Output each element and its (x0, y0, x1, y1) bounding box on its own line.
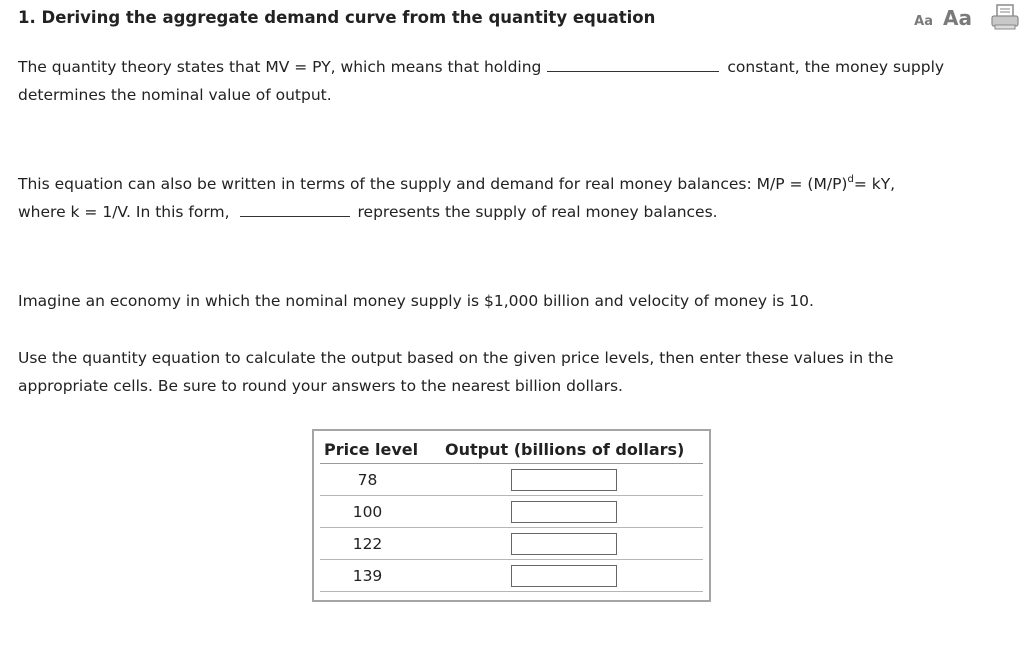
price-level-cell: 100 (320, 496, 425, 528)
price-level-cell: 78 (320, 464, 425, 496)
print-icon[interactable] (990, 4, 1020, 30)
blank-real-money-supply[interactable] (240, 198, 350, 217)
paragraph2-line1: This equation can also be written in terms of the supply and demand for real money balances: M/P = (M/P) (18, 175, 848, 193)
blank-held-constant[interactable] (547, 53, 719, 72)
header-price-level: Price level (320, 437, 425, 464)
paragraph2-line2-after: represents the supply of real money balances. (357, 203, 718, 221)
superscript-d: d (847, 174, 854, 185)
paragraph2-line2-before: where k = 1/V. In this form, (18, 203, 230, 221)
table-row (320, 560, 703, 592)
output-input[interactable] (511, 469, 617, 491)
table-header-row (320, 437, 703, 464)
table-row (320, 464, 703, 496)
price-level-cell: 139 (320, 560, 425, 592)
paragraph-real-money-balances (18, 170, 895, 226)
header-output: Output (billions of dollars) (425, 437, 703, 464)
output-table-container (312, 429, 711, 602)
output-input[interactable] (511, 533, 617, 555)
paragraph-economy: Imagine an economy in which the nominal money supply is $1,000 billion and velocity of money is 10. (18, 292, 814, 310)
output-input[interactable] (511, 501, 617, 523)
question-title: 1. Deriving the aggregate demand curve from the quantity equation (18, 8, 656, 27)
increase-font-button[interactable]: Aa (943, 6, 972, 30)
table-row (320, 528, 703, 560)
paragraph1-text-before: The quantity theory states that MV = PY, which means that holding (18, 58, 542, 76)
paragraph-quantity-theory (18, 53, 944, 109)
decrease-font-button[interactable]: Aa (914, 14, 934, 29)
output-input[interactable] (511, 565, 617, 587)
paragraph2-line1-end: = kY, (853, 175, 896, 193)
price-level-cell: 122 (320, 528, 425, 560)
paragraph1-line2: determines the nominal value of output. (18, 86, 332, 104)
font-size-controls (914, 6, 972, 30)
output-table (320, 437, 703, 592)
paragraph4-line1: Use the quantity equation to calculate the output based on the given price levels, then enter these values in the (18, 349, 894, 367)
paragraph4-line2: appropriate cells. Be sure to round your answers to the nearest billion dollars. (18, 377, 623, 395)
paragraph-instructions (18, 344, 894, 400)
paragraph1-text-after: constant, the money supply (727, 58, 945, 76)
table-row (320, 496, 703, 528)
